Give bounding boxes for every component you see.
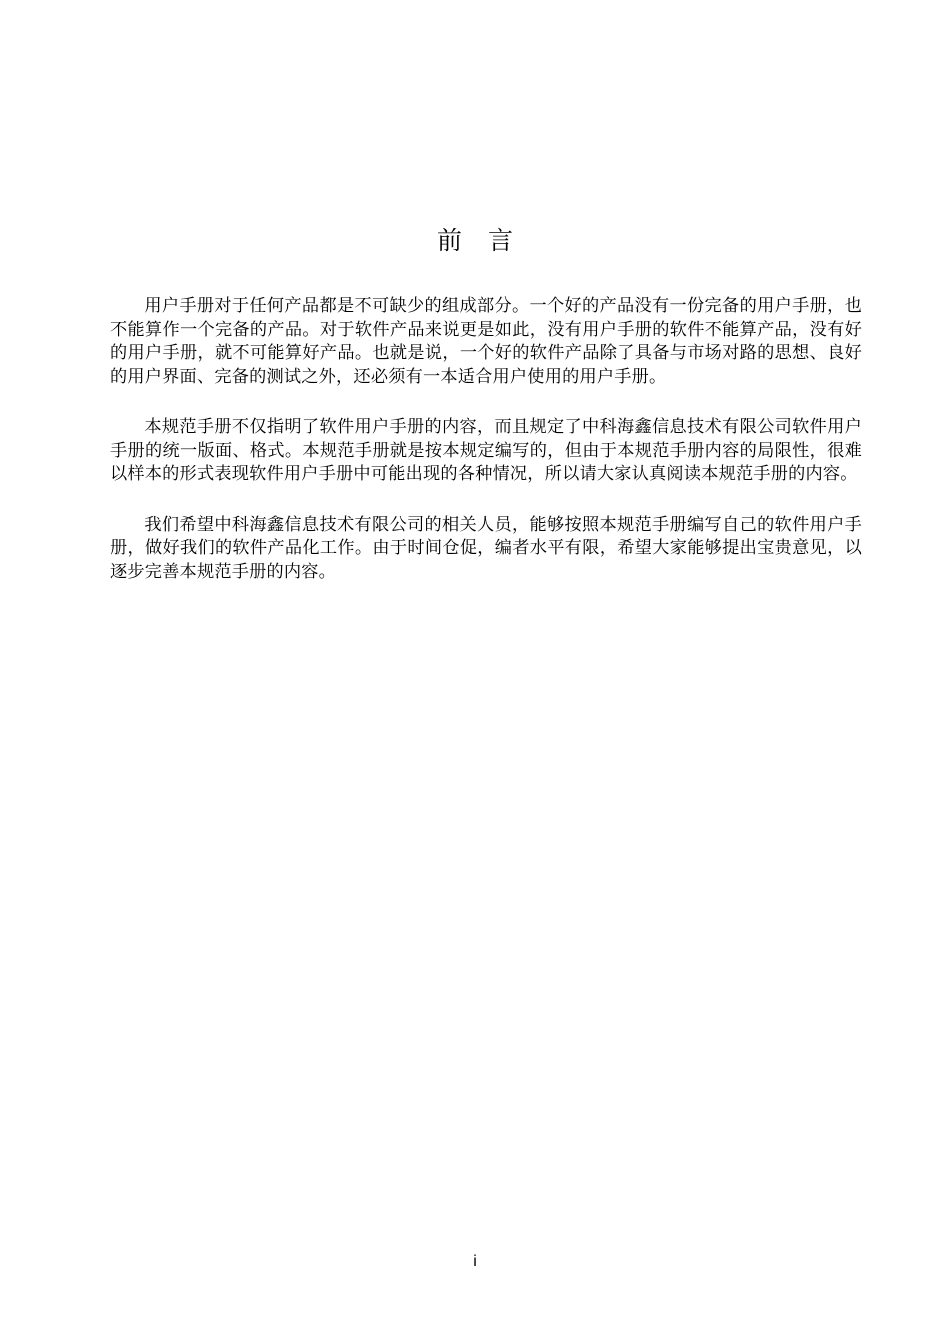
body-text (110, 295, 862, 611)
paragraph-3: 我们希望中科海鑫信息技术有限公司的相关人员，能够按照本规范手册编写自己的软件用户手册，做好我们的软件产品化工作。由于时间仓促，编者水平有限，希望大家能够提出宝贵意见，以逐步完善本规范手册的内容。 (110, 514, 862, 582)
paragraph-2: 本规范手册不仅指明了软件用户手册的内容，而且规定了中科海鑫信息技术有限公司软件用户手册的统一版面、格式。本规范手册就是按本规定编写的，但由于本规范手册内容的局限性，很难以样本的形式表现软件用户手册中可能出现的各种情况，所以请大家认真阅读本规范手册的内容。 (110, 417, 862, 484)
page-number: i (473, 1253, 477, 1270)
page-title: 前言 (436, 226, 539, 255)
paragraph-1: 用户手册对于任何产品都是不可缺少的组成部分。一个好的产品没有一份完备的用户手册，也不能算作一个完备的产品。对于软件产品来说更是如此，没有用户手册的软件不能算产品，没有好的用户手册，就不可能算好产品。也就是说，一个好的软件产品除了具备与市场对路的思想、良好的用户界面、完备的测试之外，还必须有一本适合用户使用的用户手册。 (110, 296, 862, 387)
